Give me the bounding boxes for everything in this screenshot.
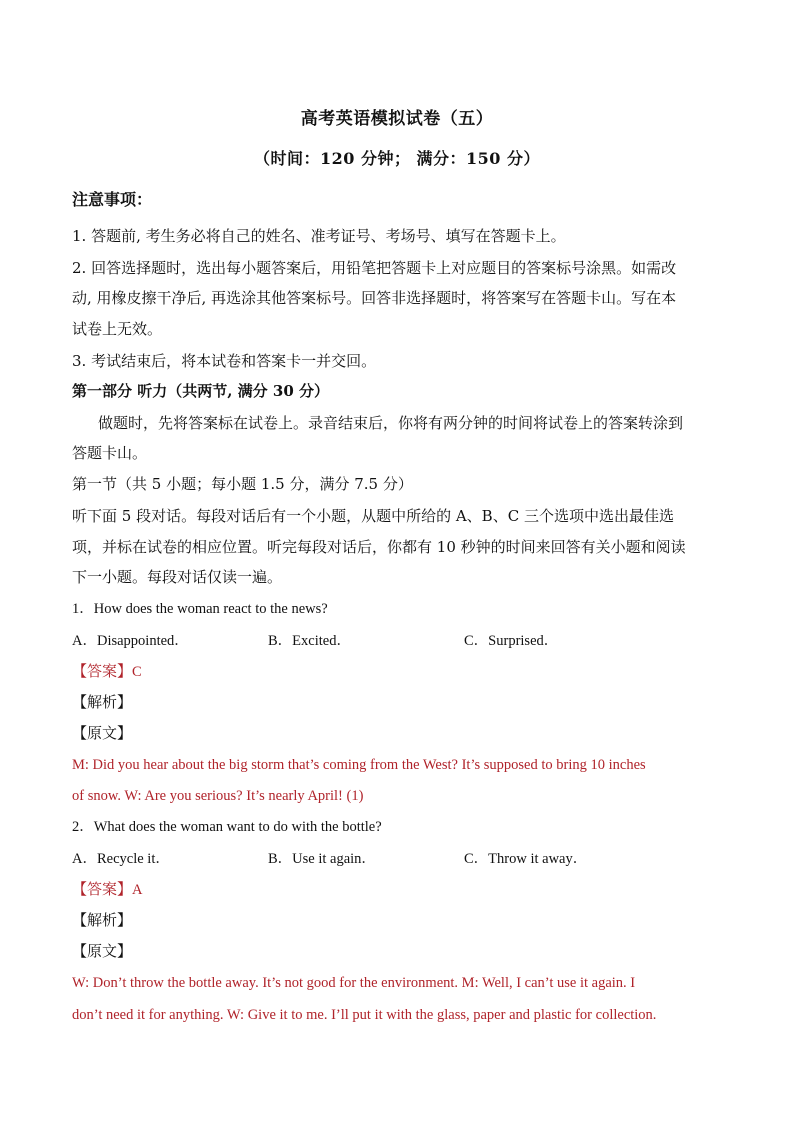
- notice-item-2-line1: 2. 回答选择题时，选出每小题答案后，用铅笔把答题卡上对应题目的答案标号涂黑。如需改: [72, 259, 677, 277]
- section1-instructions-line1: 听下面 5 段对话。每段对话后有一个小题，从题中所给的 A、B、C 三个选项中选出最佳选: [72, 507, 674, 525]
- question-2-transcript-line1: W: Don’t throw the bottle away. It’s not good for the environment. M: Well, I can’t use it again. I: [72, 975, 636, 991]
- question-1-transcript-line1: M: Did you hear about the big storm that’s coming from the West? It’s supposed to bring 10 inches: [72, 757, 646, 773]
- question-2-option-b: B．Use it again．: [268, 851, 376, 867]
- question-1-option-a: A．Disappointed．: [72, 633, 189, 649]
- notice-item-3: 3. 考试结束后，将本试卷和答案卡一并交回。: [72, 352, 377, 370]
- answer-value: C: [132, 664, 142, 680]
- question-1-transcript-label: 【原文】: [72, 724, 133, 742]
- notice-item-2-line3: 试卷上无效。: [72, 320, 163, 338]
- notice-heading: 注意事项：: [72, 190, 153, 209]
- question-1-answer: [72, 661, 732, 682]
- question-2-transcript-line2: don’t need it for anything. W: Give it to me. I’ll put it with the glass, paper and plastic for collection.: [72, 1007, 657, 1023]
- question-2-stem: 2．What does the woman want to do with the bottle?: [72, 819, 382, 835]
- answer-label: 【答案】: [72, 662, 133, 680]
- part1-heading: 第一部分 听力（共两节, 满分 30 分）: [72, 382, 329, 400]
- part1-intro-line2: 答题卡山。: [72, 444, 148, 462]
- question-1-stem: 1．How does the woman react to the news?: [72, 601, 328, 617]
- notice-item-1: 1. 答题前, 考生务必将自己的姓名、准考证号、考场号、填写在答题卡上。: [72, 227, 566, 245]
- question-1-option-b: B．Excited．: [268, 633, 351, 649]
- section1-instructions-line3: 下一小题。每段对话仅读一遍。: [72, 568, 283, 586]
- answer-label: 【答案】: [72, 880, 133, 898]
- question-1-transcript-line2: of snow. W: Are you serious? It’s nearly April! (1): [72, 788, 364, 804]
- notice-item-2-line2: 动, 用橡皮擦干净后, 再选涂其他答案标号。回答非选择题时，将答案写在答题卡山。写在本: [72, 289, 677, 307]
- answer-value: A: [132, 882, 143, 898]
- question-2-analysis-label: 【解析】: [72, 911, 133, 929]
- question-1-analysis-label: 【解析】: [72, 693, 133, 711]
- question-2-option-a: A．Recycle it．: [72, 851, 170, 867]
- question-2-answer: [72, 879, 732, 900]
- part1-intro-line1: 做题时，先将答案标在试卷上。录音结束后，你将有两分钟的时间将试卷上的答案转涂到: [98, 414, 684, 432]
- section1-heading: 第一节（共 5 小题；每小题 1.5 分，满分 7.5 分）: [72, 475, 413, 493]
- question-2-transcript-label: 【原文】: [72, 942, 133, 960]
- question-1-option-c: C．Surprised．: [464, 633, 559, 649]
- question-2-option-c: C．Throw it away．: [464, 851, 588, 867]
- exam-time-score: （时间：120 分钟； 满分：150 分）: [253, 149, 540, 168]
- section1-instructions-line2: 项，并标在试卷的相应位置。听完每段对话后，你都有 10 秒钟的时间来回答有关小题和阅读: [72, 538, 686, 556]
- page-title: 高考英语模拟试卷（五）: [300, 109, 494, 129]
